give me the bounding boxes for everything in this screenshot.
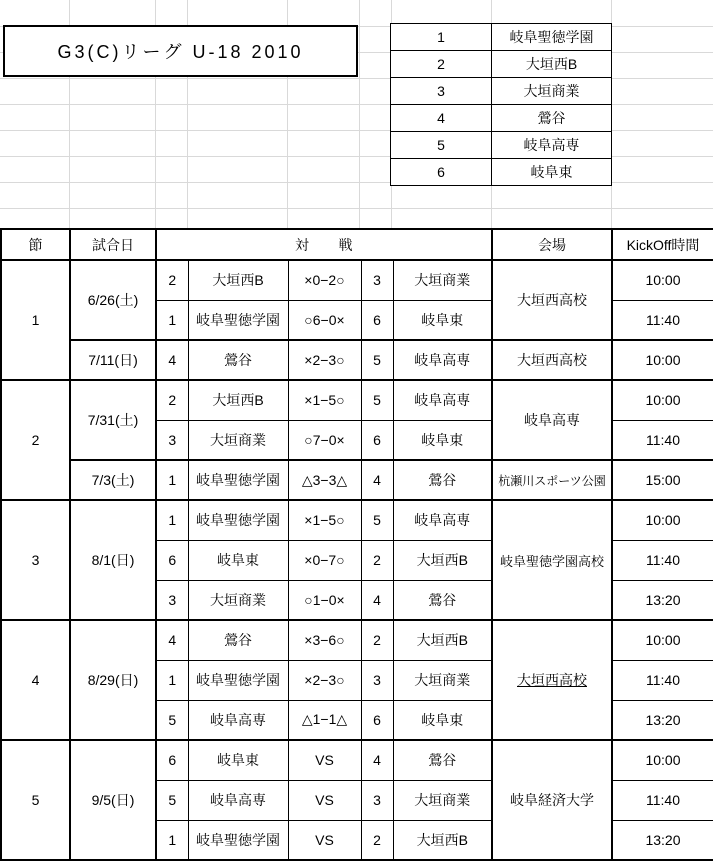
team-row xyxy=(391,24,612,51)
round-cell: 2 xyxy=(1,380,70,500)
away-team-cell: 岐阜東 xyxy=(393,420,492,460)
team-name: 鶯谷 xyxy=(492,105,612,132)
match-row xyxy=(1,380,713,420)
team-number: 2 xyxy=(391,51,492,78)
away-no-cell: 2 xyxy=(361,620,393,660)
home-team-cell: 岐阜聖徳学園 xyxy=(188,820,288,860)
team-row xyxy=(391,159,612,186)
home-no-cell: 3 xyxy=(156,420,188,460)
score-cell: VS xyxy=(288,780,361,820)
kickoff-cell: 11:40 xyxy=(612,300,713,340)
date-cell: 8/29(日) xyxy=(70,620,156,740)
away-no-cell: 5 xyxy=(361,340,393,380)
kickoff-cell: 10:00 xyxy=(612,620,713,660)
kickoff-cell: 15:00 xyxy=(612,460,713,500)
date-cell: 6/26(土) xyxy=(70,260,156,340)
score-cell: ×0−7○ xyxy=(288,540,361,580)
home-team-cell: 岐阜聖徳学園 xyxy=(188,500,288,540)
home-no-cell: 4 xyxy=(156,340,188,380)
home-no-cell: 4 xyxy=(156,620,188,660)
away-team-cell: 大垣商業 xyxy=(393,660,492,700)
home-team-cell: 鶯谷 xyxy=(188,340,288,380)
score-cell: ×2−3○ xyxy=(288,340,361,380)
venue-cell: 大垣西高校 xyxy=(492,620,612,740)
match-row xyxy=(1,460,713,500)
away-no-cell: 6 xyxy=(361,420,393,460)
venue-cell: 岐阜経済大学 xyxy=(492,740,612,860)
away-no-cell: 4 xyxy=(361,740,393,780)
col-header-round: 節 xyxy=(1,229,70,260)
home-team-cell: 岐阜東 xyxy=(188,540,288,580)
col-header-match: 対 戦 xyxy=(156,229,492,260)
home-team-cell: 岐阜高専 xyxy=(188,700,288,740)
team-name: 岐阜高専 xyxy=(492,132,612,159)
away-no-cell: 5 xyxy=(361,380,393,420)
date-cell: 7/3(土) xyxy=(70,460,156,500)
venue-cell: 大垣西高校 xyxy=(492,260,612,340)
match-row xyxy=(1,500,713,540)
home-team-cell: 岐阜東 xyxy=(188,740,288,780)
home-no-cell: 1 xyxy=(156,660,188,700)
away-no-cell: 5 xyxy=(361,500,393,540)
score-cell: ×0−2○ xyxy=(288,260,361,300)
venue-cell: 杭瀬川スポーツ公園 xyxy=(492,460,612,500)
col-header-date: 試合日 xyxy=(70,229,156,260)
team-name: 大垣西B xyxy=(492,51,612,78)
home-no-cell: 1 xyxy=(156,500,188,540)
away-team-cell: 大垣商業 xyxy=(393,260,492,300)
score-cell: ○6−0× xyxy=(288,300,361,340)
col-header-venue: 会場 xyxy=(492,229,612,260)
home-no-cell: 3 xyxy=(156,580,188,620)
away-team-cell: 岐阜東 xyxy=(393,700,492,740)
away-team-cell: 鶯谷 xyxy=(393,740,492,780)
home-team-cell: 大垣商業 xyxy=(188,580,288,620)
home-no-cell: 1 xyxy=(156,820,188,860)
score-cell: ○7−0× xyxy=(288,420,361,460)
venue-cell: 岐阜聖徳学園高校 xyxy=(492,500,612,620)
team-row xyxy=(391,78,612,105)
round-cell: 5 xyxy=(1,740,70,860)
venue-cell: 大垣西高校 xyxy=(492,340,612,380)
venue-cell: 岐阜高専 xyxy=(492,380,612,460)
home-team-cell: 大垣西B xyxy=(188,380,288,420)
score-cell: VS xyxy=(288,740,361,780)
away-team-cell: 岐阜東 xyxy=(393,300,492,340)
away-team-cell: 大垣商業 xyxy=(393,780,492,820)
team-name: 岐阜聖徳学園 xyxy=(492,24,612,51)
kickoff-cell: 10:00 xyxy=(612,500,713,540)
kickoff-cell: 11:40 xyxy=(612,660,713,700)
match-row xyxy=(1,340,713,380)
home-team-cell: 岐阜聖徳学園 xyxy=(188,300,288,340)
away-no-cell: 4 xyxy=(361,580,393,620)
date-cell: 8/1(日) xyxy=(70,500,156,620)
away-team-cell: 鶯谷 xyxy=(393,460,492,500)
gridline xyxy=(0,208,713,209)
away-team-cell: 大垣西B xyxy=(393,620,492,660)
home-no-cell: 2 xyxy=(156,260,188,300)
gridline xyxy=(359,0,360,228)
score-cell: ×2−3○ xyxy=(288,660,361,700)
home-no-cell: 2 xyxy=(156,380,188,420)
score-cell: △3−3△ xyxy=(288,460,361,500)
kickoff-cell: 13:20 xyxy=(612,580,713,620)
score-cell: △1−1△ xyxy=(288,700,361,740)
team-row xyxy=(391,105,612,132)
kickoff-cell: 11:40 xyxy=(612,780,713,820)
away-no-cell: 3 xyxy=(361,660,393,700)
kickoff-cell: 13:20 xyxy=(612,700,713,740)
away-no-cell: 6 xyxy=(361,300,393,340)
away-no-cell: 2 xyxy=(361,540,393,580)
away-team-cell: 大垣西B xyxy=(393,820,492,860)
home-team-cell: 大垣商業 xyxy=(188,420,288,460)
league-title: G3(C)リーグ U-18 2010 xyxy=(3,25,358,77)
kickoff-cell: 13:20 xyxy=(612,820,713,860)
kickoff-cell: 11:40 xyxy=(612,420,713,460)
round-cell: 3 xyxy=(1,500,70,620)
away-team-cell: 岐阜高専 xyxy=(393,340,492,380)
home-no-cell: 1 xyxy=(156,300,188,340)
home-no-cell: 6 xyxy=(156,740,188,780)
team-number: 5 xyxy=(391,132,492,159)
schedule-header-row xyxy=(1,229,713,260)
score-cell: ×1−5○ xyxy=(288,380,361,420)
team-roster-table xyxy=(390,23,612,186)
away-team-cell: 大垣西B xyxy=(393,540,492,580)
away-no-cell: 3 xyxy=(361,260,393,300)
col-header-kickoff: KickOff時間 xyxy=(612,229,713,260)
team-number: 3 xyxy=(391,78,492,105)
home-no-cell: 5 xyxy=(156,780,188,820)
score-cell: ×1−5○ xyxy=(288,500,361,540)
round-cell: 4 xyxy=(1,620,70,740)
home-team-cell: 岐阜聖徳学園 xyxy=(188,660,288,700)
kickoff-cell: 10:00 xyxy=(612,380,713,420)
kickoff-cell: 11:40 xyxy=(612,540,713,580)
date-cell: 9/5(日) xyxy=(70,740,156,860)
away-no-cell: 6 xyxy=(361,700,393,740)
home-no-cell: 1 xyxy=(156,460,188,500)
score-cell: ×3−6○ xyxy=(288,620,361,660)
away-no-cell: 2 xyxy=(361,820,393,860)
home-no-cell: 5 xyxy=(156,700,188,740)
date-cell: 7/11(日) xyxy=(70,340,156,380)
away-team-cell: 岐阜高専 xyxy=(393,380,492,420)
schedule-table xyxy=(0,228,713,861)
team-name: 大垣商業 xyxy=(492,78,612,105)
team-number: 4 xyxy=(391,105,492,132)
round-cell: 1 xyxy=(1,260,70,380)
score-cell: VS xyxy=(288,820,361,860)
kickoff-cell: 10:00 xyxy=(612,340,713,380)
match-row xyxy=(1,620,713,660)
score-cell: ○1−0× xyxy=(288,580,361,620)
date-cell: 7/31(土) xyxy=(70,380,156,460)
away-team-cell: 岐阜高専 xyxy=(393,500,492,540)
home-team-cell: 岐阜高専 xyxy=(188,780,288,820)
away-no-cell: 4 xyxy=(361,460,393,500)
team-name: 岐阜東 xyxy=(492,159,612,186)
home-no-cell: 6 xyxy=(156,540,188,580)
match-row xyxy=(1,260,713,300)
team-row xyxy=(391,51,612,78)
kickoff-cell: 10:00 xyxy=(612,260,713,300)
match-row xyxy=(1,740,713,780)
home-team-cell: 鶯谷 xyxy=(188,620,288,660)
team-number: 6 xyxy=(391,159,492,186)
away-team-cell: 鶯谷 xyxy=(393,580,492,620)
away-no-cell: 3 xyxy=(361,780,393,820)
home-team-cell: 大垣西B xyxy=(188,260,288,300)
kickoff-cell: 10:00 xyxy=(612,740,713,780)
team-row xyxy=(391,132,612,159)
home-team-cell: 岐阜聖徳学園 xyxy=(188,460,288,500)
team-number: 1 xyxy=(391,24,492,51)
